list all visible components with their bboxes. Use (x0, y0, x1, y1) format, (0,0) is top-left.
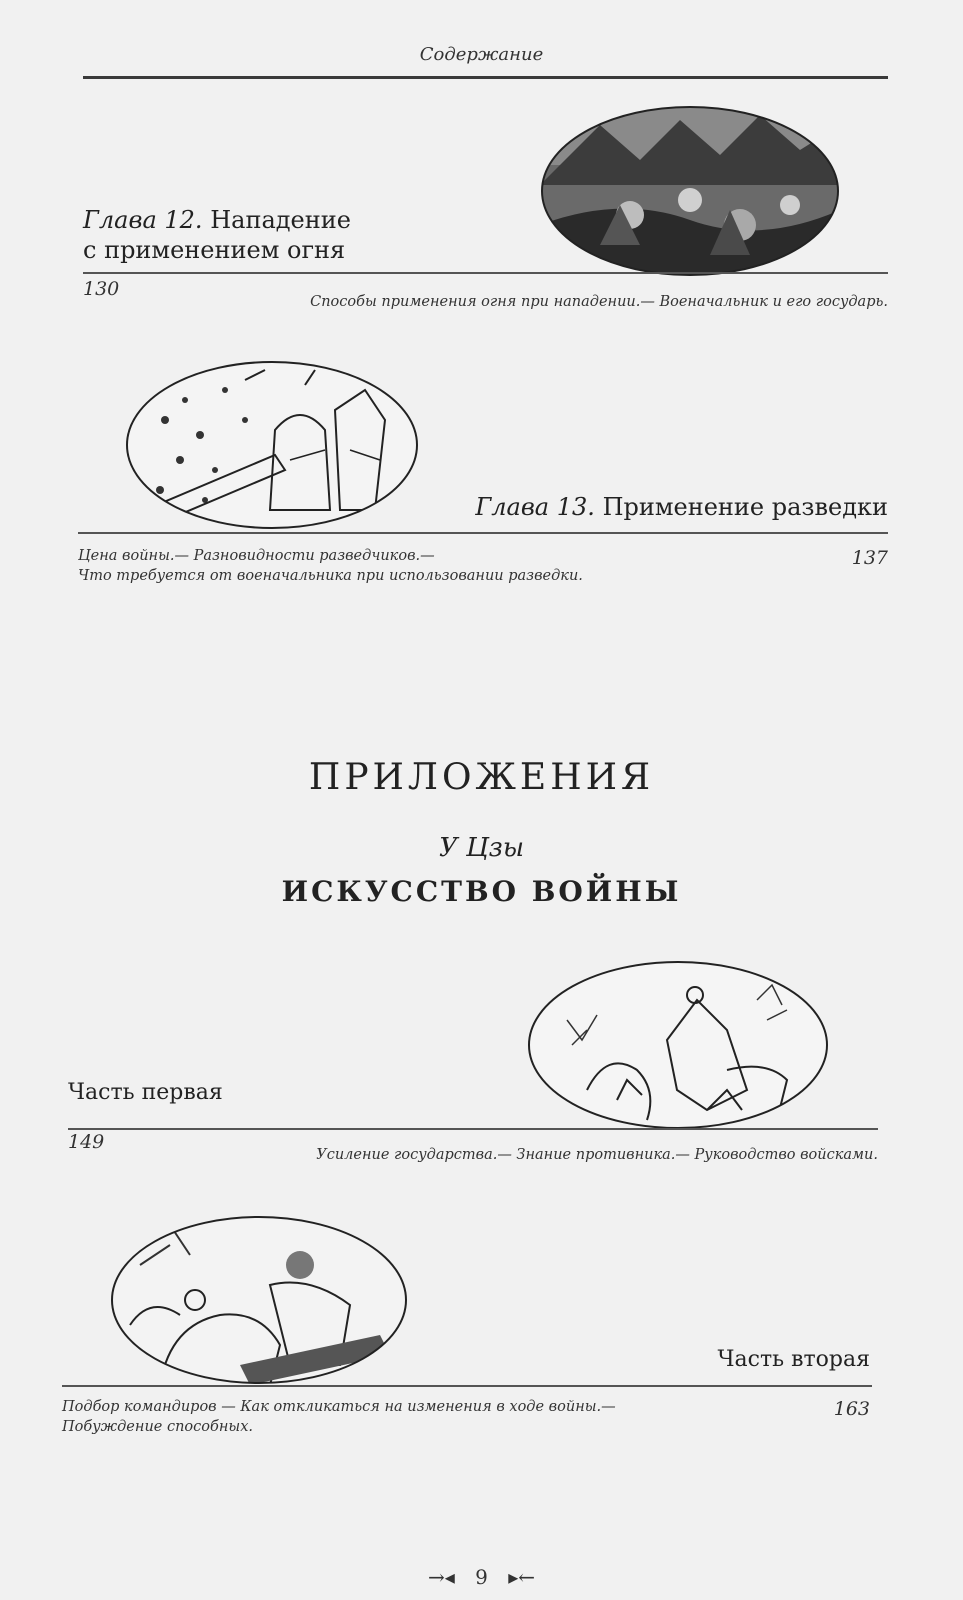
chapter12-title-line2: с применением огня (83, 236, 346, 264)
chapter12-label: Глава 12. (83, 206, 203, 234)
part1-rule (68, 1128, 878, 1130)
part2-summary-line1: Подбор командиров — Как откликаться на изменения в ходе войны.— (62, 1399, 616, 1415)
part2-summary-line2: Побуждение способных. (62, 1419, 254, 1435)
chapter12-rule (83, 272, 888, 274)
chapter12-page-number: 130 (83, 278, 120, 300)
chapter12-title-line1: Нападение (210, 206, 351, 234)
appendix-book-title: ИСКУССТВО ВОЙНЫ (281, 875, 682, 908)
chapter13-title-text: Применение разведки (602, 493, 888, 521)
part1-page-number: 149 (68, 1131, 105, 1153)
chapter13-summary-line1: Цена войны.— Разновидности разведчиков.— (78, 548, 435, 564)
folio-page-number: 9 (475, 1565, 488, 1589)
header-rule (83, 76, 888, 79)
folio-left-ornament: →◂ (427, 1565, 455, 1589)
chapter13-summary (78, 546, 583, 586)
chapter13-illustration (125, 360, 420, 530)
chapter13-rule (78, 532, 888, 534)
part2-summary (62, 1397, 616, 1437)
chapter12-illustration (540, 105, 840, 277)
chapter13-page-number: 137 (851, 547, 888, 569)
folio (0, 1565, 963, 1589)
running-head: Содержание (419, 44, 544, 65)
part2-illustration (110, 1215, 408, 1385)
chapter13-label: Глава 13. (475, 493, 595, 521)
chapter12-summary: Способы применения огня при нападении.— Военачальник и его государь. (310, 294, 888, 310)
folio-right-ornament: ▸← (508, 1565, 536, 1589)
part2-rule (62, 1385, 872, 1387)
part1-illustration (527, 960, 829, 1130)
part2-title: Часть вторая (717, 1347, 870, 1372)
part2-page-number: 163 (833, 1398, 870, 1420)
part1-summary: Усиление государства.— Знание противника.— Руководство войсками. (316, 1147, 878, 1163)
appendix-author: У Цзы (438, 833, 525, 863)
chapter13-summary-line2: Что требуется от военачальника при использовании разведки. (78, 568, 583, 584)
chapter13-title (475, 492, 888, 522)
appendix-heading: ПРИЛОЖЕНИЯ (308, 757, 655, 798)
part1-title: Часть первая (68, 1080, 223, 1105)
chapter12-title (83, 205, 351, 265)
